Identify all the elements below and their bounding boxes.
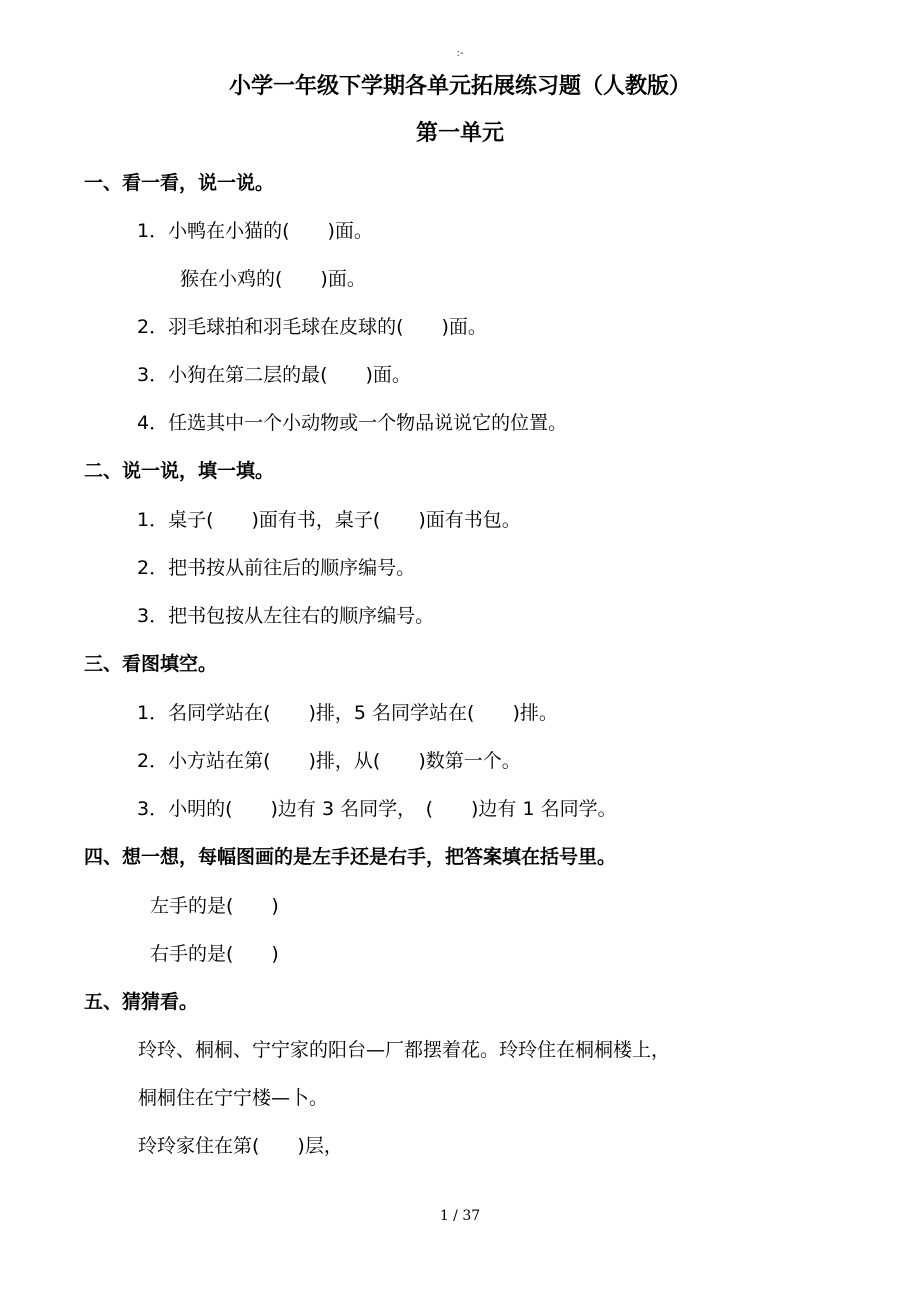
section-2-item-2: 2．把书按从前往后的顺序编号。 bbox=[137, 557, 416, 579]
section-1-item-4: 4．任选其中一个小动物或一个物品说说它的位置。 bbox=[137, 412, 568, 434]
section-1-item-2: 2．羽毛球拍和羽毛球在皮球的( )面。 bbox=[137, 316, 487, 338]
right-hand-answer: 右手的是( ) bbox=[150, 943, 279, 965]
section-3-item-3: 3．小明的( )边有 3 名同学， ( )边有 1 名同学。 bbox=[137, 798, 617, 820]
section-2-item-3: 3．把书包按从左往右的顺序编号。 bbox=[137, 605, 435, 627]
section-1-item-1-sub: 猴在小鸡的( )面。 bbox=[180, 268, 366, 290]
section-5-paragraph-3: 玲玲家住在第( )层， bbox=[138, 1135, 343, 1157]
section-5-paragraph-1: 玲玲、桐桐、宁宁家的阳台—厂都摆着花。玲玲住在桐桐楼上， bbox=[138, 1039, 671, 1061]
header-mark: :- bbox=[456, 48, 464, 59]
section-1-item-3: 3．小狗在第二层的最( )面。 bbox=[137, 364, 411, 386]
unit-heading: 第一单元 bbox=[415, 121, 504, 146]
section-2-item-1: 1．桌子( )面有书，桌子( )面有书包。 bbox=[137, 509, 521, 531]
section-3-item-1: 1．名同学站在( )排，5 名同学站在( )排。 bbox=[137, 702, 558, 724]
section-3-item-2: 2．小方站在第( )排，从( )数第一个。 bbox=[137, 750, 521, 772]
section-2-heading: 二、说一说，填一填。 bbox=[84, 460, 275, 482]
document-title: 小学一年级下学期各单元拓展练习题（人教版） bbox=[228, 74, 691, 99]
section-5-heading: 五、猜猜看。 bbox=[84, 991, 199, 1013]
left-hand-answer: 左手的是( ) bbox=[150, 895, 279, 917]
section-1-item-1: 1．小鸭在小猫的( )面。 bbox=[137, 220, 373, 242]
section-3-heading: 三、看图填空。 bbox=[84, 653, 218, 675]
section-1-heading: 一、看一看，说一说。 bbox=[84, 172, 275, 194]
section-5-paragraph-2: 桐桐住在宁宁楼—卜。 bbox=[138, 1087, 329, 1109]
page-number: 1 / 37 bbox=[439, 1208, 481, 1224]
section-4-heading: 四、想一想，每幅图画的是左手还是右手，把答案填在括号里。 bbox=[84, 846, 617, 868]
